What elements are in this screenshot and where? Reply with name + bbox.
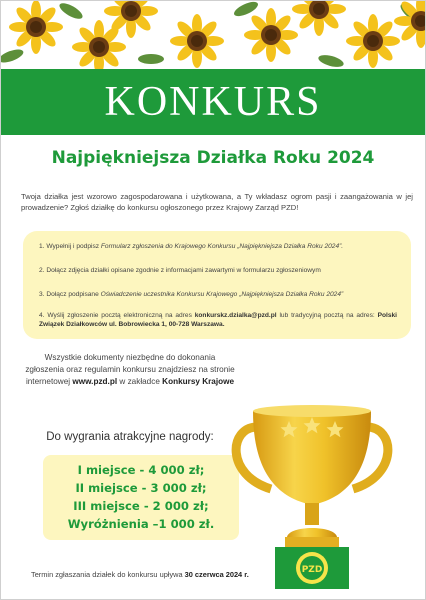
step-4-text-mid: lub tradycyjną pocztą na adres: <box>276 312 378 319</box>
step-1 <box>39 242 397 251</box>
deadline-text: Termin zgłaszania działek do konkursu upływa <box>31 570 185 579</box>
prize-item: Wyróżnienia –1 000 zł. <box>67 517 215 531</box>
prizes-box <box>43 455 239 540</box>
sunflower-decoration <box>1 1 425 69</box>
page-title: KONKURS <box>104 79 322 125</box>
step-1-form-name: Formularz zgłoszenia do Krajowego Konkursu „Najpiękniejsza Działka Roku 2024”. <box>100 243 344 250</box>
documents-text: Wszystkie dokumenty niezbędne do dokonania zgłoszenia oraz regulamin konkursu znajdziesz na stronie internetowej <box>25 353 235 386</box>
website-link[interactable]: www.pzd.pl <box>72 377 118 386</box>
contact-email[interactable]: konkurskz.dzialka@pzd.pl <box>194 312 277 319</box>
contests-tab-name: Konkursy Krajowe <box>162 377 235 386</box>
step-3-text: 3. Dołącz podpisane <box>39 291 101 298</box>
trophy-icon <box>227 397 397 597</box>
step-4 <box>39 311 397 329</box>
title-banner <box>1 69 425 135</box>
documents-text-2: w zakładce <box>117 377 163 386</box>
contest-subtitle: Najpiękniejsza Działka Roku 2024 <box>51 148 375 168</box>
intro-text: Twoja działka jest wzorowo zagospodarowana i użytkowana, a Ty wkładasz ogrom pasji i zaangażowania w jej prowadzenie? Zgłoś działkę do konkursu ogłoszonego przez Krajowy Zarząd PZD! <box>21 192 413 212</box>
step-2: 2. Dołącz zdjęcia działki opisane zgodnie z informacjami zawartymi w formularzu zgłoszeniowym <box>39 267 321 274</box>
step-4-text: 4. Wyślij zgłoszenie pocztą elektroniczną na adres <box>39 312 195 319</box>
steps-box <box>23 231 411 339</box>
prize-item: II miejsce - 3 000 zł; <box>75 481 207 495</box>
step-3-statement-name: Oświadczenie uczestnika Konkursu Krajowego „Najpiękniejsza Działka Roku 2024” <box>100 291 344 298</box>
documents-info <box>25 352 235 388</box>
step-1-text: 1. Wypełnij i podpisz <box>39 243 101 250</box>
deadline-note <box>31 570 249 579</box>
prize-item: I miejsce - 4 000 zł; <box>77 463 205 477</box>
postal-address: Polski Związek Działkowców ul. Bobrowiecka 1, 00-728 Warszawa. <box>39 312 397 328</box>
step-3 <box>39 290 397 299</box>
svg-text:PZD: PZD <box>301 565 323 575</box>
prize-item: III miejsce - 2 000 zł; <box>73 499 209 513</box>
deadline-date: 30 czerwca 2024 r. <box>184 570 249 579</box>
prizes-heading: Do wygrania atrakcyjne nagrody: <box>46 431 214 443</box>
